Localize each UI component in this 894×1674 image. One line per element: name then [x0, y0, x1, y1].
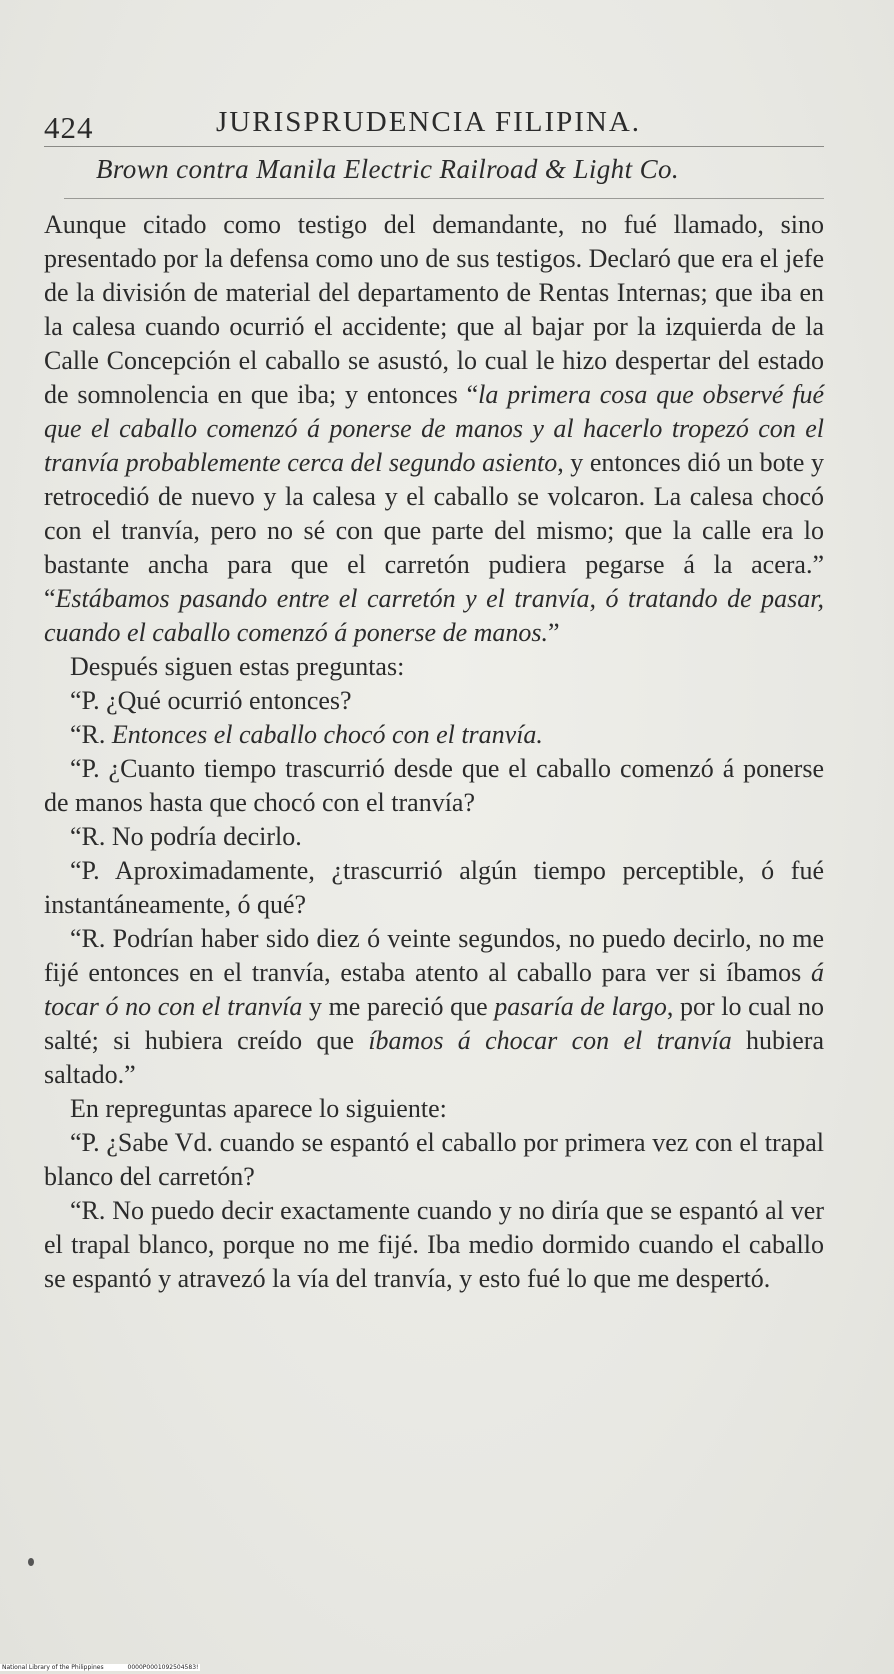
text-run: “R. No puedo decir exactamente cuando y no diría que se espantó al ver el trapal blanco, porque no me fijé. Iba medio dormido cuando el caballo se espantó y atravezó la vía del tranvía, y esto fué lo que me despertó. [44, 1196, 824, 1293]
text-run: “R. [70, 720, 112, 749]
page-header [44, 104, 824, 148]
page-number: 424 [44, 110, 94, 145]
paragraph [44, 1092, 824, 1126]
text-run: “P. Aproximadamente, ¿trascurrió algún tiempo perceptible, ó fué instantáneamente, ó qué? [44, 856, 824, 919]
text-run: “P. ¿Qué ocurrió entonces? [70, 686, 352, 715]
text-run: Después siguen estas preguntas: [70, 652, 405, 681]
text-run: “P. ¿Cuanto tiempo trascurrió desde que el caballo comenzó á ponerse de manos hasta que chocó con el tranvía? [44, 754, 824, 817]
italic-text: pasaría de largo [494, 992, 667, 1021]
paragraph [44, 820, 824, 854]
header-rule [44, 146, 824, 147]
scan-footer [0, 1664, 200, 1671]
text-run: Aunque citado como testigo del demandante, no fué llamado, sino presentado por la defensa como uno de sus testigos. Declaró que era el jefe de la división de material del departamento de Rentas Internas; que iba en la calesa cuando ocurrió el accidente; que al bajar por la izquierda de la Calle Concepción el caballo se asustó, lo cual le hizo despertar del estado de somnolencia en que iba; y entonces “ [44, 210, 824, 409]
text-run: En repreguntas aparece lo siguiente: [70, 1094, 447, 1123]
text-run: , por lo cual no salté; si hubiera creído que [44, 992, 824, 1055]
case-title-rule [64, 198, 824, 199]
body-text [44, 208, 824, 1296]
paragraph [44, 650, 824, 684]
italic-text: Entonces el caballo chocó con el tranvía. [111, 720, 543, 749]
italic-text: íbamos á chocar con el tranvía [368, 1026, 732, 1055]
italic-text: la primera cosa que observé fué que el caballo comenzó á ponerse de manos y al hacerlo tropezó con el tranvía probablemente cerca del segundo asiento [44, 380, 824, 477]
text-run: “P. ¿Sabe Vd. cuando se espantó el caballo por primera vez con el trapal blanco del carretón? [44, 1128, 824, 1191]
footer-code: 0000P0001092504583! [127, 1664, 199, 1671]
case-title: Brown contra Manila Electric Railroad & Light Co. [96, 154, 680, 184]
text-run: ” [548, 618, 560, 647]
footer-library: National Library of the Philippines [2, 1664, 104, 1671]
italic-text: á tocar ó no con el tranvía [44, 958, 824, 1021]
paragraph [44, 1126, 824, 1194]
scan-speck [28, 1558, 34, 1566]
text-run: y me pareció que [302, 992, 495, 1021]
text-run: , y entonces dió un bote y retrocedió de nuevo y la calesa y el caballo se volcaron. La calesa chocó con el tranvía, pero no sé con que parte del mismo; que la calle era lo bastante ancha para que el carretón pudiera pegarse á la acera.” “ [44, 448, 825, 613]
text-run: “R. Podrían haber sido diez ó veinte segundos, no puedo decirlo, no me fijé entonces en el tranvía, estaba atento al caballo para ver si íbamos [44, 924, 824, 987]
running-title: JURISPRUDENCIA FILIPINA. [216, 106, 642, 138]
text-run: hubiera saltado.” [44, 1026, 824, 1089]
paragraph [44, 718, 824, 752]
paragraph [44, 208, 824, 650]
text-run: “R. No podría decirlo. [70, 822, 302, 851]
paragraph [44, 752, 824, 820]
paragraph [44, 684, 824, 718]
paragraph [44, 1194, 824, 1296]
italic-text: Estábamos pasando entre el carretón y el tranvía, ó tratando de pasar, cuando el caballo comenzó á ponerse de manos. [44, 584, 824, 647]
paragraph [44, 922, 824, 1092]
paragraph [44, 854, 824, 922]
